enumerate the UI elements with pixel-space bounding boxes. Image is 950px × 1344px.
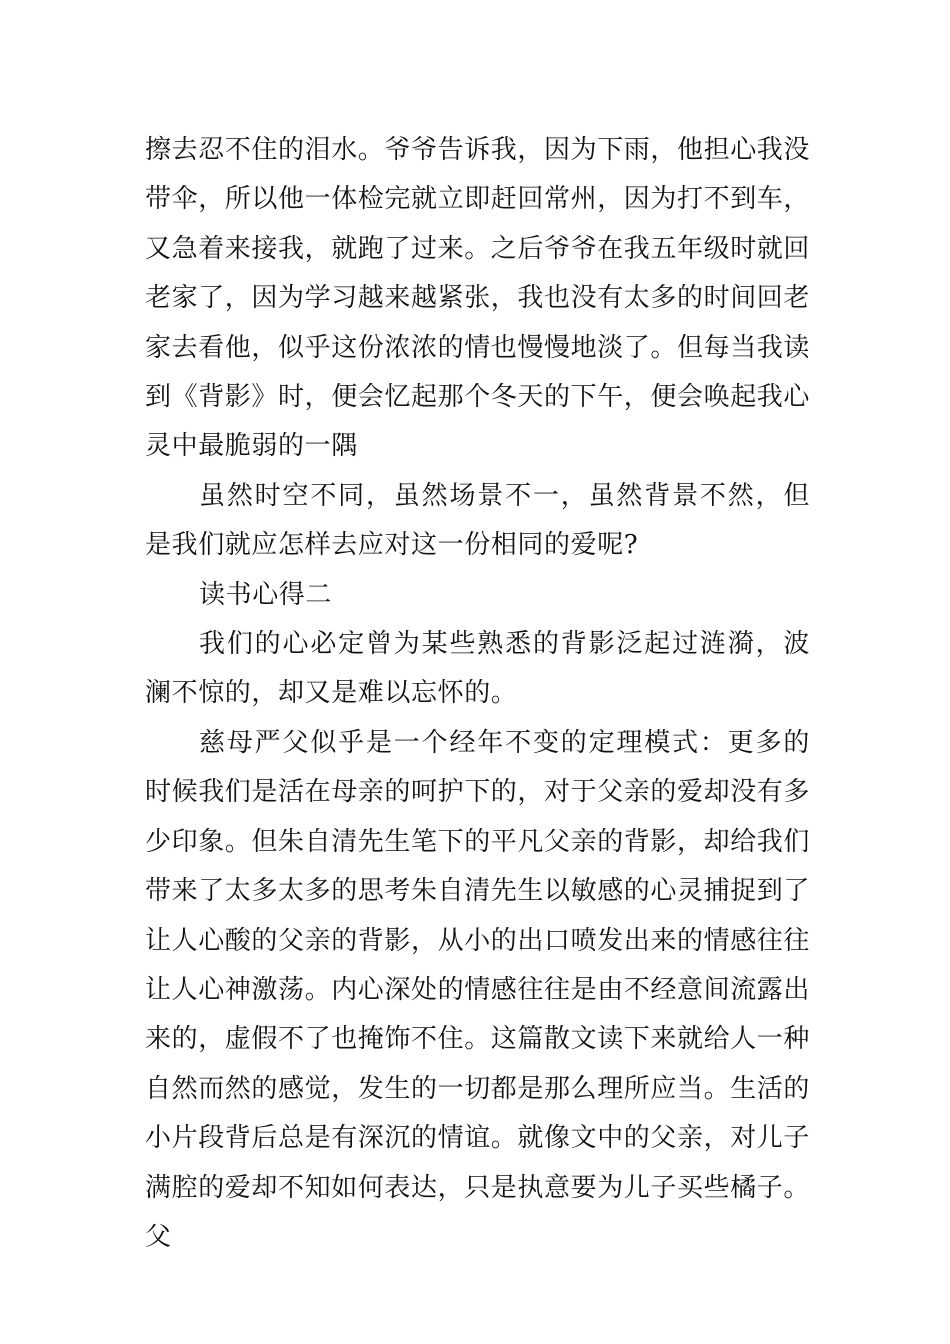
paragraph: 慈母严父似乎是一个经年不变的定理模式：更多的时候我们是活在母亲的呵护下的，对于父亲的爱却没有多少印象。但朱自清先生笔下的平凡父亲的背影，却给我们带来了太多太多的思考朱自清先生以敏感的心灵捕捉到了让人心酸的父亲的背影，从小的出口喷发出来的情感往往让人心神激荡。内心深处的情感往往是由不经意间流露出来的，虚假不了也掩饰不住。这篇散文读下来就给人一种自然而然的感觉，发生的一切都是那么理所应当。生活的小片段背后总是有深沉的情谊。就像文中的父亲，对儿子满腔的爱却不知如何表达，只是执意要为儿子买些橘子。父	[145, 727, 811, 1252]
paragraph: 我们的心必定曾为某些熟悉的背影泛起过涟漪，波澜不惊的，却又是难以忘怀的。	[145, 629, 810, 709]
document-body	[145, 126, 810, 1262]
paragraph: 虽然时空不同，虽然场景不一，虽然背景不然，但是我们就应怎样去应对这一份相同的爱呢?	[145, 480, 810, 561]
paragraph-continued: 擦去忍不住的泪水。爷爷告诉我，因为下雨，他担心我没带伞，所以他一体检完就立即赶回常州，因为打不到车，又急着来接我，就跑了过来。之后爷爷在我五年级时就回老家了，因为学习越来越紧张，我也没有太多的时间回老家去看他，似乎这份浓浓的情也慢慢地淡了。但每当我读到《背影》时，便会忆起那个冬天的下午，便会唤起我心灵中最脆弱的一隅	[145, 135, 811, 462]
section-heading: 读书心得二	[199, 579, 333, 610]
